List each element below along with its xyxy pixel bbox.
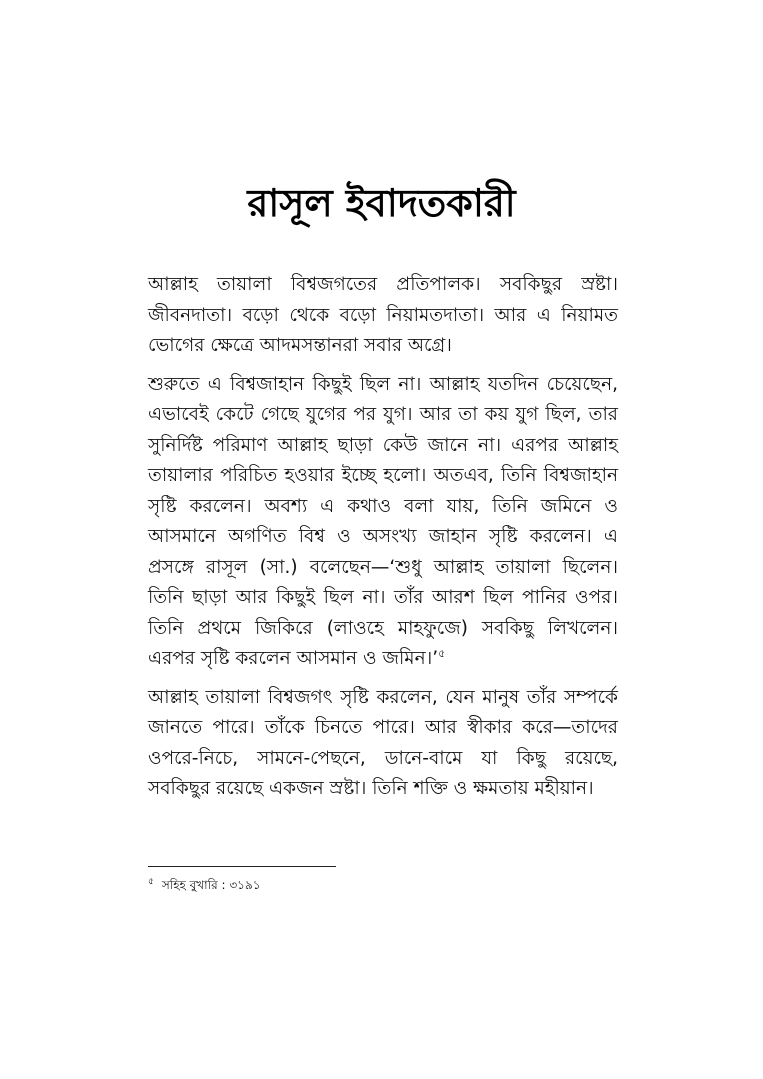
body-text: [148, 270, 618, 813]
paragraph-2: [148, 370, 618, 675]
paragraph-1-text: আল্লাহ তায়ালা বিশ্বজগতের প্রতিপালক। সবকিছুর স্রষ্টা। জীবনদাতা। বড়ো থেকে বড়ো নিয়ামতদাতা। আর এ নিয়ামত ভোগের ক্ষেত্রে আদমসন্তানরা সবার অগ্রে।: [148, 274, 618, 356]
chapter-title: রাসূল ইবাদতকারী: [247, 181, 516, 225]
footnote-text: সহিহ বুখারি : ৩১৯১: [161, 878, 261, 892]
footnote: [148, 876, 448, 894]
paragraph-1: [148, 270, 618, 362]
paragraph-3: [148, 683, 618, 805]
footnote-reference[interactable]: ৫: [438, 646, 446, 660]
paragraph-3-text: আল্লাহ তায়ালা বিশ্বজগৎ সৃষ্টি করলেন, যেন মানুষ তাঁর সম্পর্কে জানতে পারে। তাঁকে চিনতে পারে। আর স্বীকার করে—তাদের ওপরে-নিচে, সামনে-পেছনে, ডানে-বামে যা কিছু রয়েছে, সবকিছুর রয়েছে একজন স্রষ্টা। তিনি শক্তি ও ক্ষমতায় মহীয়ান।: [148, 686, 618, 799]
footnote-divider: [148, 866, 336, 867]
paragraph-2-text: শুরুতে এ বিশ্বজাহান কিছুই ছিল না। আল্লাহ যতদিন চেয়েছেন, এভাবেই কেটে গেছে যুগের পর যুগ। আর তা কয় যুগ ছিল, তার সুনির্দিষ্ট পরিমাণ আল্লাহ ছাড়া কেউ জানে না। এরপর আল্লাহ তায়ালার পরিচিত হওয়ার ইচ্ছে হলো। অতএব, তিনি বিশ্বজাহান সৃষ্টি করলেন। অবশ্য এ কথাও বলা যায়, তিনি জমিনে ও আসমানে অগণিত বিশ্ব ও অসংখ্য জাহান সৃষ্টি করলেন। এ প্রসঙ্গে রাসূল (সা.) বলেছেন—‘শুধু আল্লাহ তায়ালা ছিলেন। তিনি ছাড়া আর কিছুই ছিল না। তাঁর আরশ ছিল পানির ওপর। তিনি প্রথমে জিকিরে (লাওহে মাহফুজে) সবকিছু লিখলেন। এরপর সৃষ্টি করলেন আসমান ও জমিন।’: [148, 373, 618, 669]
footnote-number: ৫: [148, 877, 154, 887]
